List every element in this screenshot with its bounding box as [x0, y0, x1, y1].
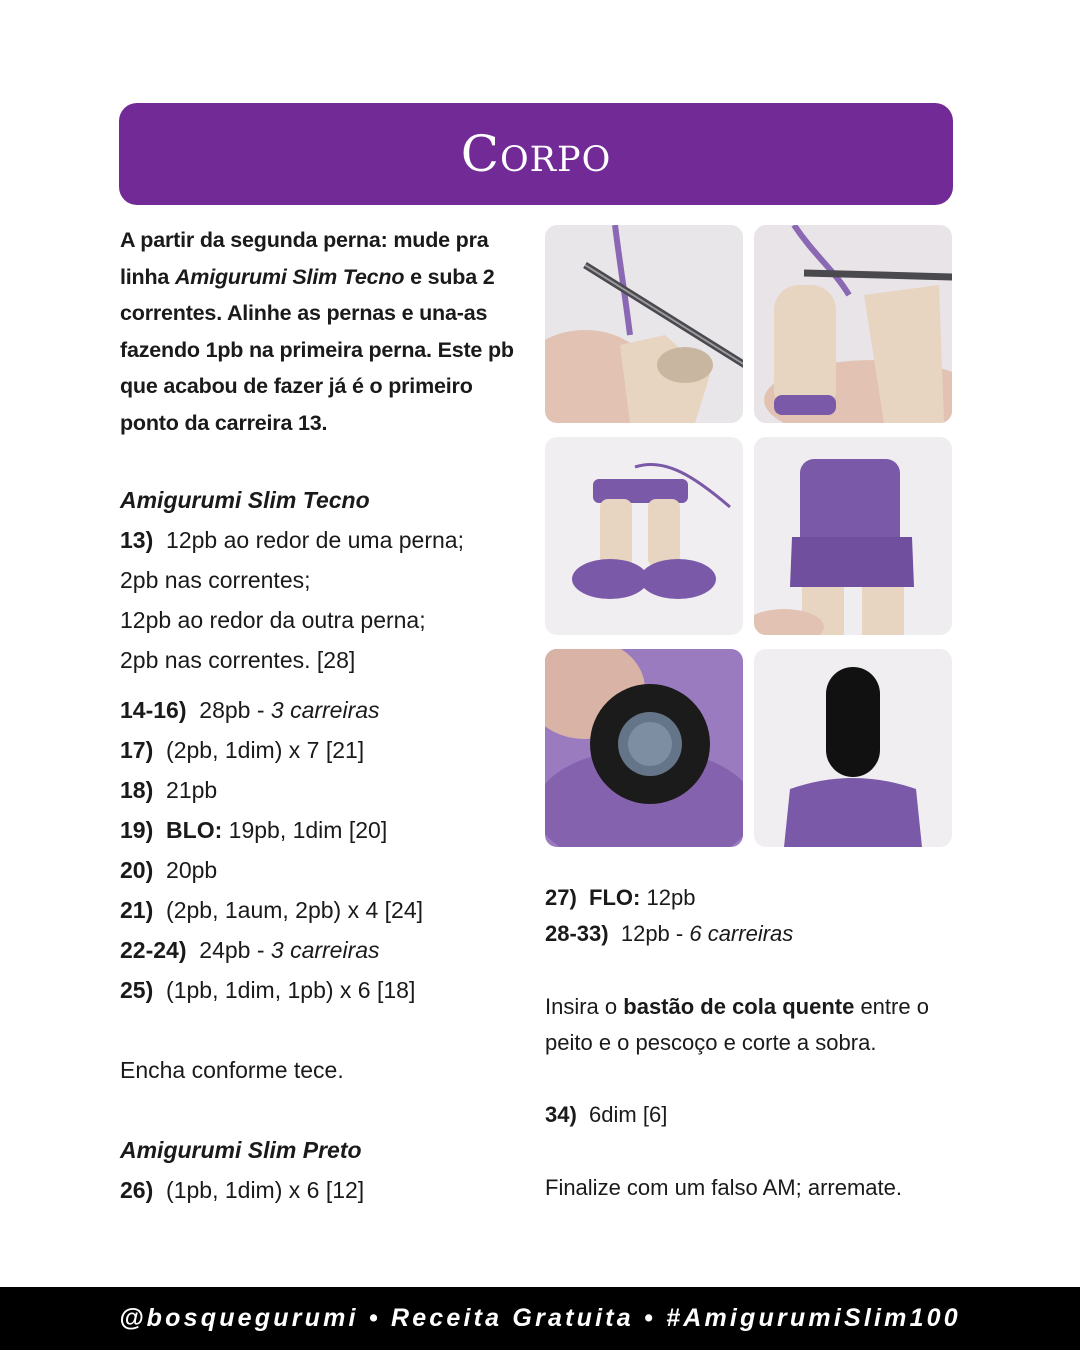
row-item: 20) 20pb: [120, 856, 218, 883]
row-27: 27) FLO: 12pb: [545, 885, 696, 910]
page-title: Corpo: [460, 125, 612, 183]
row-26: 26) (1pb, 1dim) x 6 [12]: [120, 1176, 365, 1203]
row-item: 19) BLO: 19pb, 1dim [20]: [120, 816, 388, 843]
row-item: 21) (2pb, 1aum, 2pb) x 4 [24]: [120, 896, 424, 923]
row-28-33: 28-33) 12pb - 6 carreiras: [545, 921, 794, 946]
row-item: 14-16) 28pb - 3 carreiras: [120, 696, 380, 723]
row-13-line: 2pb nas correntes. [28]: [120, 646, 356, 673]
body-front-photo: [754, 437, 952, 635]
row-item: 18) 21pb: [120, 776, 218, 803]
row-13-line: 13) 12pb ao redor de uma perna;: [120, 526, 464, 553]
glue-stick-insert-photo: [545, 649, 743, 847]
insert-note: Insira o bastão de cola quente entre o peito e o pescoço e corte a sobra.: [545, 994, 929, 1055]
section-title-tecno: Amigurumi Slim Tecno: [120, 486, 370, 513]
finish-note: Finalize com um falso AM; arremate.: [545, 1175, 903, 1200]
footer-bar: [0, 1287, 1080, 1350]
row-item: 22-24) 24pb - 3 carreiras: [120, 936, 380, 963]
left-column: [120, 222, 530, 1210]
joining-legs-photo: [754, 225, 952, 423]
row-13-line: 2pb nas correntes;: [120, 566, 311, 593]
crochet-hook-leg-photo: [545, 225, 743, 423]
row-item: 17) (2pb, 1dim) x 7 [21]: [120, 736, 365, 763]
fill-note: Encha conforme tece.: [120, 1056, 344, 1083]
title-banner: [119, 103, 953, 205]
intro-paragraph: A partir da segunda perna: mude pra linha Amigurumi Slim Tecno e suba 2 correntes. Alinhe as pernas e una-as fazendo 1pb na primeira perna. Este pb que acabou de fazer já é o primeiro ponto da carreira 13.: [120, 228, 514, 435]
row-13: [120, 520, 530, 680]
section-title-preto: Amigurumi Slim Preto: [120, 1136, 362, 1163]
rows-list: [120, 690, 530, 1010]
right-column: [545, 880, 955, 1206]
row-item: 25) (1pb, 1dim, 1pb) x 6 [18]: [120, 976, 416, 1003]
footer-text: @bosquegurumi • Receita Gratuita • #AmigurumiSlim100: [119, 1304, 961, 1332]
neck-black-photo: [754, 649, 952, 847]
row-13-line: 12pb ao redor da outra perna;: [120, 606, 426, 633]
joined-legs-photo: [545, 437, 743, 635]
row-34: 34) 6dim [6]: [545, 1102, 668, 1127]
